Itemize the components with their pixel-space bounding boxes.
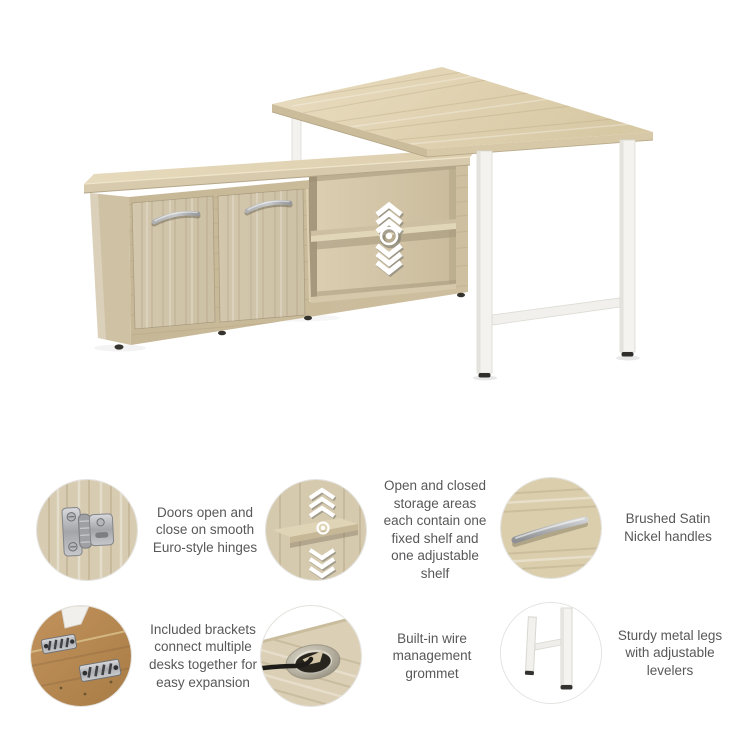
desk-legs xyxy=(477,140,635,378)
feature-item-handles xyxy=(500,477,722,579)
metal-legs-icon xyxy=(501,603,601,703)
feature-thumb-grommet xyxy=(260,605,362,707)
feature-thumb-hinges xyxy=(36,479,138,581)
feature-item-shelves xyxy=(265,477,491,582)
desk-top xyxy=(272,67,653,157)
feature-caption-shelves: Open and closed storage areas each contain one fixed shelf and one adjustable shelf xyxy=(383,478,487,581)
feature-thumb-brackets xyxy=(30,605,132,707)
nickel-handle-icon xyxy=(501,478,601,578)
feature-caption-brackets: Included brackets connect multiple desks together for easy expansion xyxy=(148,621,258,690)
desk-leg-back-left xyxy=(292,117,301,162)
feature-item-hinges xyxy=(36,479,260,581)
wire-grommet-icon xyxy=(261,606,361,706)
adjustable-shelf-icon xyxy=(266,480,366,580)
feature-caption-grommet: Built-in wire management grommet xyxy=(392,630,472,681)
desk-leg-front-right xyxy=(620,140,635,357)
feature-item-grommet xyxy=(260,605,490,707)
feature-thumb-shelves xyxy=(265,479,367,581)
feature-thumb-handles xyxy=(500,477,602,579)
storage-cabinet xyxy=(84,148,487,354)
feature-caption-handles: Brushed Satin Nickel handles xyxy=(624,511,712,544)
feature-thumb-legs xyxy=(500,602,602,704)
feature-item-brackets xyxy=(30,605,262,707)
feature-item-legs xyxy=(500,602,726,704)
euro-hinge-icon xyxy=(37,480,137,580)
connecting-brackets-icon xyxy=(31,606,131,706)
desk-leg-front-left xyxy=(477,151,492,378)
feature-caption-hinges: Doors open and close on smooth Euro-style hinges xyxy=(152,504,258,555)
feature-caption-legs: Sturdy metal legs with adjustable levelers xyxy=(617,627,723,678)
